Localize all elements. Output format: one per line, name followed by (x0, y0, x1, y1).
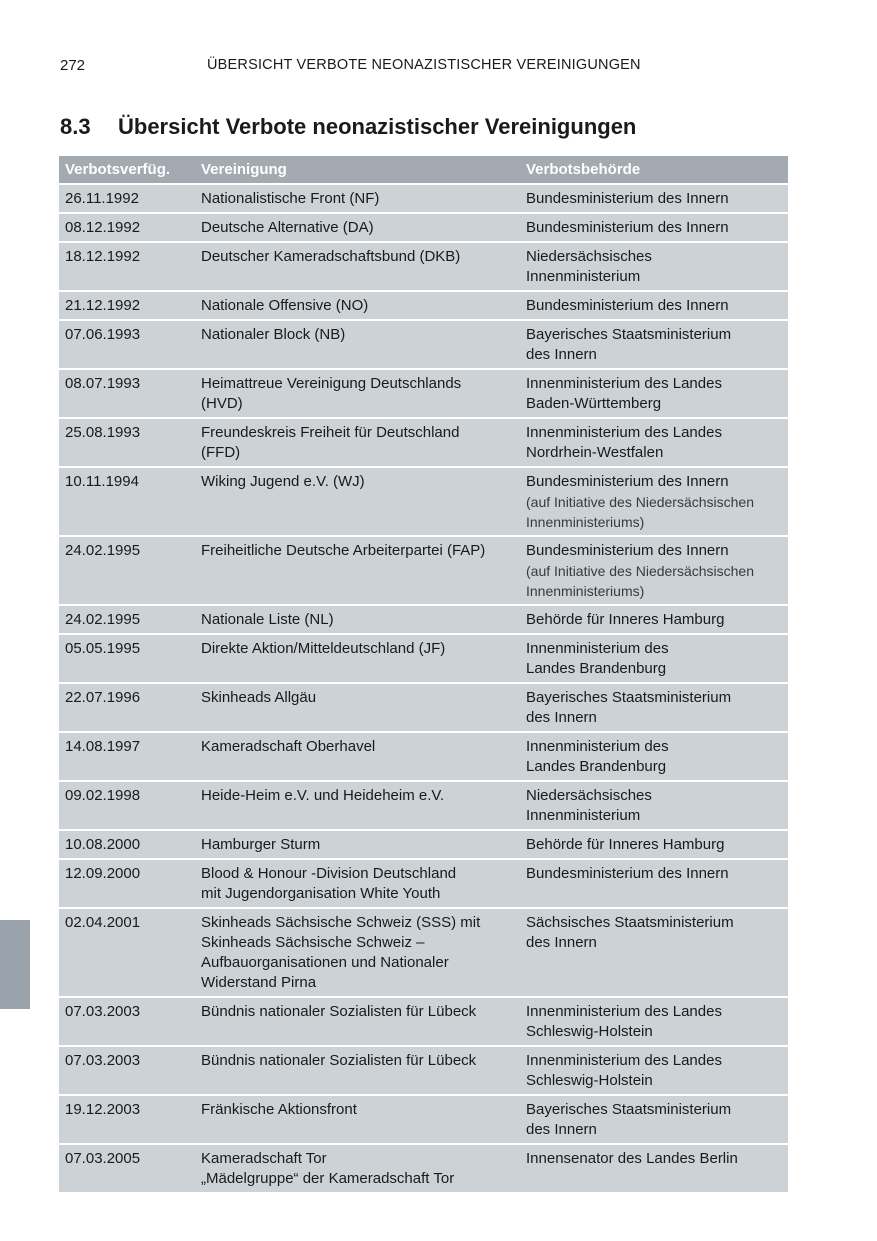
organization-cell (195, 732, 520, 781)
organization-name-line: Skinheads Allgäu (201, 689, 317, 706)
page-number: 272 (60, 57, 86, 74)
table-header-row (59, 156, 788, 184)
authority-name-line: Niedersächsisches (526, 248, 652, 265)
ban-date: 10.11.1994 (59, 467, 195, 536)
organization-name-line: Heimattreue Vereinigung Deutschlands (201, 375, 462, 392)
authority-cell (520, 1046, 788, 1095)
organization-cell (195, 418, 520, 467)
table-row (59, 213, 788, 242)
table-row (59, 683, 788, 732)
authority-name-line: Nordrhein-Westfalen (526, 444, 664, 461)
authority-name-line: Niedersächsisches (526, 787, 652, 804)
ban-date: 22.07.1996 (59, 683, 195, 732)
bans-table (59, 156, 788, 1192)
section-number: 8.3 (60, 114, 91, 139)
organization-name-line: Bündnis nationaler Sozialisten für Lübeck (201, 1052, 477, 1069)
organization-cell (195, 184, 520, 213)
column-header-authority: Verbotsbehörde (520, 156, 788, 184)
table-row (59, 1095, 788, 1144)
organization-name-line: Freiheitliche Deutsche Arbeiterpartei (FAP) (201, 542, 486, 559)
chapter-tab (0, 920, 30, 1009)
authority-cell (520, 908, 788, 997)
table-row (59, 467, 788, 536)
authority-name-line: des Innern (526, 346, 597, 363)
table-row (59, 732, 788, 781)
table-body (59, 184, 788, 1192)
authority-name-line: Schleswig-Holstein (526, 1023, 653, 1040)
section-title-text: Übersicht Verbote neonazistischer Vereinigungen (118, 114, 637, 139)
authority-cell (520, 683, 788, 732)
ban-date: 09.02.1998 (59, 781, 195, 830)
organization-name-line: Skinheads Sächsische Schweiz – (201, 934, 425, 951)
authority-name-line: Schleswig-Holstein (526, 1072, 653, 1089)
table-row (59, 1046, 788, 1095)
organization-cell (195, 369, 520, 418)
ban-date: 25.08.1993 (59, 418, 195, 467)
ban-date: 07.03.2003 (59, 1046, 195, 1095)
authority-name-line: Sächsisches Staatsministerium (526, 914, 734, 931)
authority-name-line: Innenministerium des (526, 640, 669, 657)
authority-name-line: Landes Brandenburg (526, 758, 667, 775)
table-row (59, 536, 788, 605)
authority-name-line: Innenministerium des (526, 738, 669, 755)
authority-name-line: Innenministerium des Landes (526, 1003, 722, 1020)
authority-name-line: Behörde für Inneres Hamburg (526, 836, 725, 853)
organization-name-line: mit Jugendorganisation White Youth (201, 885, 441, 902)
organization-name-line: Skinheads Sächsische Schweiz (SSS) mit (201, 914, 481, 931)
organization-name-line: Nationale Offensive (NO) (201, 297, 369, 314)
table-row (59, 908, 788, 997)
organization-cell (195, 997, 520, 1046)
organization-cell (195, 320, 520, 369)
organization-cell (195, 536, 520, 605)
table-row (59, 369, 788, 418)
organization-cell (195, 683, 520, 732)
organization-name-line: Kameradschaft Tor (201, 1150, 327, 1167)
ban-date: 19.12.2003 (59, 1095, 195, 1144)
organization-cell (195, 1144, 520, 1192)
authority-name-line: Innenministerium des Landes (526, 1052, 722, 1069)
authority-name-line: Bundesministerium des Innern (526, 219, 729, 236)
authority-name-line: Innensenator des Landes Berlin (526, 1150, 738, 1167)
organization-cell (195, 1046, 520, 1095)
organization-name-line: Kameradschaft Oberhavel (201, 738, 376, 755)
organization-cell (195, 781, 520, 830)
authority-note-line: (auf Initiative des Niedersächsischen (526, 563, 755, 579)
table-row (59, 997, 788, 1046)
organization-name-line: Heide-Heim e.V. und Heideheim e.V. (201, 787, 445, 804)
table-row (59, 1144, 788, 1192)
ban-date: 02.04.2001 (59, 908, 195, 997)
organization-name-line: Nationale Liste (NL) (201, 611, 334, 628)
authority-name-line: Innenministerium des Landes (526, 375, 722, 392)
authority-name-line: des Innern (526, 709, 597, 726)
ban-date: 08.12.1992 (59, 213, 195, 242)
authority-note-line: (auf Initiative des Niedersächsischen (526, 494, 755, 510)
authority-name-line: Bundesministerium des Innern (526, 190, 729, 207)
organization-cell (195, 242, 520, 291)
organization-name-line: Wiking Jugend e.V. (WJ) (201, 473, 365, 490)
authority-name-line: des Innern (526, 934, 597, 951)
table-row (59, 291, 788, 320)
ban-date: 18.12.1992 (59, 242, 195, 291)
authority-cell (520, 1095, 788, 1144)
table-row (59, 242, 788, 291)
organization-cell (195, 1095, 520, 1144)
authority-name-line: Behörde für Inneres Hamburg (526, 611, 725, 628)
table-row (59, 859, 788, 908)
authority-cell (520, 830, 788, 859)
organization-cell (195, 634, 520, 683)
table-row (59, 184, 788, 213)
table-row (59, 418, 788, 467)
ban-date: 21.12.1992 (59, 291, 195, 320)
ban-date: 05.05.1995 (59, 634, 195, 683)
authority-name-line: Baden-Württemberg (526, 395, 662, 412)
ban-date: 07.03.2005 (59, 1144, 195, 1192)
section-title (60, 114, 636, 140)
authority-name-line: Bayerisches Staatsministerium (526, 1101, 732, 1118)
organization-name-line: Freundeskreis Freiheit für Deutschland (201, 424, 460, 441)
running-header: ÜBERSICHT VERBOTE NEONAZISTISCHER VEREINIGUNGEN (207, 57, 641, 73)
authority-cell (520, 418, 788, 467)
column-header-organization: Vereinigung (195, 156, 520, 184)
organization-cell (195, 213, 520, 242)
organization-name-line: Bündnis nationaler Sozialisten für Lübeck (201, 1003, 477, 1020)
authority-cell (520, 781, 788, 830)
authority-cell (520, 997, 788, 1046)
authority-cell (520, 536, 788, 605)
ban-date: 26.11.1992 (59, 184, 195, 213)
organization-cell (195, 605, 520, 634)
authority-name-line: Bundesministerium des Innern (526, 473, 729, 490)
organization-name-line: (HVD) (201, 395, 243, 412)
authority-cell (520, 369, 788, 418)
organization-name-line: Nationalistische Front (NF) (201, 190, 380, 207)
authority-name-line: Innenministerium (526, 807, 641, 824)
authority-cell (520, 467, 788, 536)
authority-cell (520, 320, 788, 369)
authority-cell (520, 859, 788, 908)
ban-date: 08.07.1993 (59, 369, 195, 418)
organization-cell (195, 830, 520, 859)
authority-name-line: Bundesministerium des Innern (526, 542, 729, 559)
authority-name-line: Bundesministerium des Innern (526, 297, 729, 314)
column-header-date: Verbotsverfüg. (59, 156, 195, 184)
authority-cell (520, 291, 788, 320)
authority-cell (520, 213, 788, 242)
authority-cell (520, 732, 788, 781)
organization-name-line: Deutsche Alternative (DA) (201, 219, 374, 236)
table-row (59, 781, 788, 830)
organization-name-line: (FFD) (201, 444, 241, 461)
authority-cell (520, 242, 788, 291)
organization-name-line: Deutscher Kameradschaftsbund (DKB) (201, 248, 461, 265)
table-row (59, 320, 788, 369)
authority-name-line: Bayerisches Staatsministerium (526, 326, 732, 343)
authority-name-line: Landes Brandenburg (526, 660, 667, 677)
table-row (59, 605, 788, 634)
organization-cell (195, 467, 520, 536)
organization-name-line: Widerstand Pirna (201, 974, 317, 991)
ban-date: 14.08.1997 (59, 732, 195, 781)
authority-name-line: Innenministerium des Landes (526, 424, 722, 441)
organization-cell (195, 859, 520, 908)
organization-cell (195, 908, 520, 997)
organization-cell (195, 291, 520, 320)
authority-name-line: Bayerisches Staatsministerium (526, 689, 732, 706)
authority-cell (520, 634, 788, 683)
organization-name-line: „Mädelgruppe“ der Kameradschaft Tor (201, 1170, 455, 1187)
authority-name-line: Bundesministerium des Innern (526, 865, 729, 882)
authority-name-line: des Innern (526, 1121, 597, 1138)
organization-name-line: Fränkische Aktionsfront (201, 1101, 357, 1118)
ban-date: 07.06.1993 (59, 320, 195, 369)
ban-date: 24.02.1995 (59, 536, 195, 605)
ban-date: 24.02.1995 (59, 605, 195, 634)
organization-name-line: Aufbauorganisationen und Nationaler (201, 954, 449, 971)
organization-name-line: Blood & Honour -Division Deutschland (201, 865, 457, 882)
authority-cell (520, 184, 788, 213)
table-row (59, 830, 788, 859)
organization-name-line: Nationaler Block (NB) (201, 326, 346, 343)
organization-name-line: Direkte Aktion/Mitteldeutschland (JF) (201, 640, 446, 657)
ban-date: 10.08.2000 (59, 830, 195, 859)
organization-name-line: Hamburger Sturm (201, 836, 321, 853)
ban-date: 12.09.2000 (59, 859, 195, 908)
table-row (59, 634, 788, 683)
authority-cell (520, 1144, 788, 1192)
authority-note-line: Innenministeriums) (526, 583, 645, 599)
ban-date: 07.03.2003 (59, 997, 195, 1046)
authority-note-line: Innenministeriums) (526, 514, 645, 530)
authority-cell (520, 605, 788, 634)
authority-name-line: Innenministerium (526, 268, 641, 285)
